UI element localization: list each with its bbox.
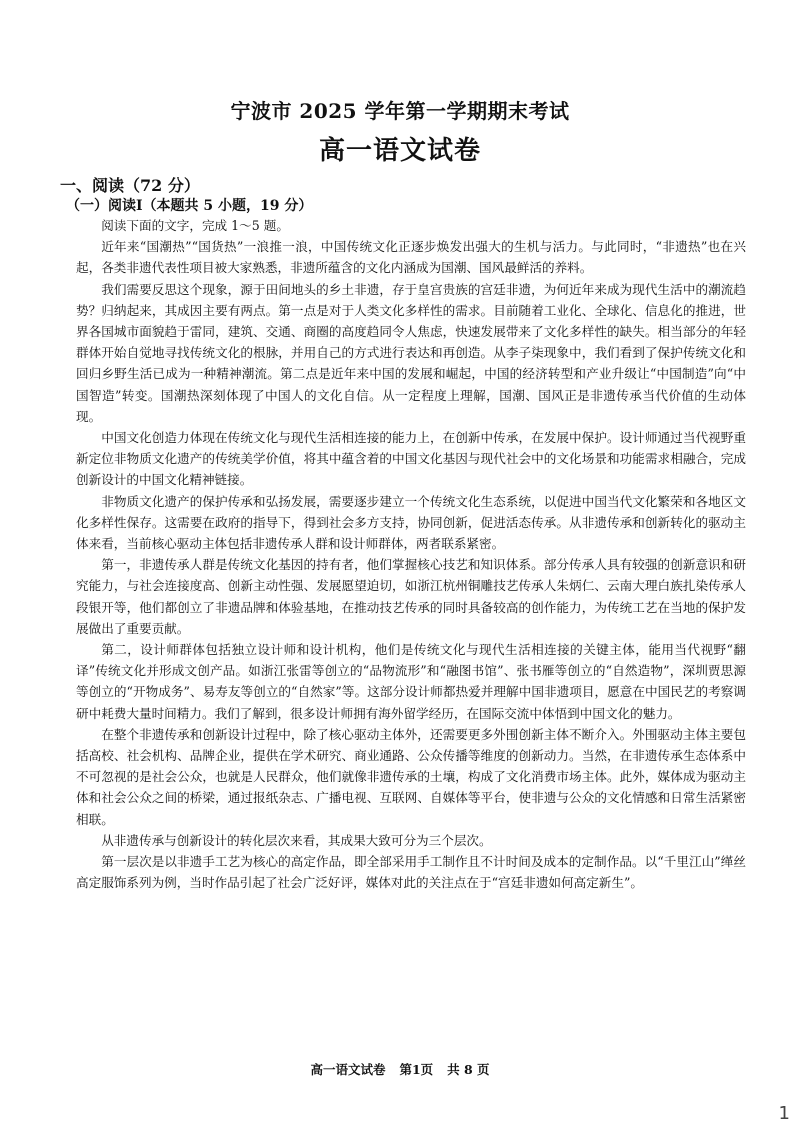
passage-paragraph: 第二，设计师群体包括独立设计师和设计机构，他们是传统文化与现代生活相连接的关键主体，能用当代视野“翻译”传统文化并形成文创产品。如浙江张雷等创立的“品物流形”和“融图书馆”、张书雁等创立的“自然造物”，深圳贾思源等创立的“开物成务”、易寿友等创立的“自然家”等。这部分设计师都热爱并理解中国非遗项目，愿意在中国民艺的考察调研中耗费大量时间精力。我们了解到，很多设计师拥有海外留学经历，在国际交流中体悟到中国文化的魅力。 xyxy=(76,642,746,721)
corner-page-number: 1 xyxy=(778,1103,790,1124)
passage-paragraph: 从非遗传承与创新设计的转化层次来看，其成果大致可分为三个层次。 xyxy=(101,832,492,848)
passage-paragraph: 近年来“国潮热”“国货热”一浪推一浪，中国传统文化正逐步焕发出强大的生机与活力。与此同时，“非遗热”也在兴起，各类非遗代表性项目被大家熟悉，非遗所蕴含的文化内涵成为国潮、国风最鲜活的养料。 xyxy=(76,239,746,276)
footer-exam-name: 高一语文试卷 xyxy=(310,1062,386,1077)
subsection-heading: （一）阅读Ⅰ（本题共 5 小题，19 分） xyxy=(66,198,313,214)
instruction-paragraph: 阅读下面的文字，完成 1～5 题。 xyxy=(101,218,289,233)
reading-passage xyxy=(76,215,746,894)
section-heading: 一、阅读（72 分） xyxy=(60,176,200,195)
passage-paragraph: 第一，非遗传承人群是传统文化基因的持有者，他们掌握核心技艺和知识体系。部分传承人具有较强的创新意识和研究能力，与社会连接度高、创新主动性强、发展愿望迫切，如浙江杭州铜雕技艺传承人朱炳仁、云南大理白族扎染传承人段银开等，他们都创立了非遗品牌和体验基地，在推动技艺传承的同时具备较高的创作能力，为传统工艺在当地的保护发展做出了重要贡献。 xyxy=(76,557,746,636)
exam-subject-title: 高一语文试卷 xyxy=(318,136,481,166)
passage-paragraph: 第一层次是以非遗手工艺为核心的高定作品，即全部采用手工制作且不计时间及成本的定制作品。以“千里江山”缂丝高定服饰系列为例，当时作品引起了社会广泛好评，媒体对此的关注点在于“宫廷非遗如何高定新生”。 xyxy=(76,854,746,891)
page-footer xyxy=(0,1060,800,1078)
footer-page: 第1页 xyxy=(399,1062,434,1077)
passage-paragraph: 我们需要反思这个现象，源于田间地头的乡土非遗，存于皇宫贵族的宫廷非遗，为何近年来成为现代生活中的潮流趋势？归纳起来，其成因主要有两点。第一点是对于人类文化多样性的需求。目前随着工业化、全球化、信息化的推进，世界各国城市面貌趋于雷同，建筑、交通、商圈的高度趋同令人焦虑，快速发展带来了文化多样性的缺失。相当部分的年轻群体开始自觉地寻找传统文化的根脉，并用自己的方式进行表达和再创造。从李子柒现象中，我们看到了保护传统文化和回归乡野生活已成为一种精神潮流。第二点是近年来中国的发展和崛起，中国的经济转型和产业升级让“中国制造”向“中国智造”转变。国潮热深刻体现了中国人的文化自信。从一定程度上理解，国潮、国风正是非遗传承当代价值的生动体现。 xyxy=(76,281,746,424)
footer-total-pages: 共 8 页 xyxy=(447,1062,490,1077)
exam-title: 宁波市 2025 学年第一学期期末考试 xyxy=(230,99,570,123)
passage-paragraph: 中国文化创造力体现在传统文化与现代生活相连接的能力上，在创新中传承，在发展中保护。设计师通过当代视野重新定位非物质文化遗产的传统美学价值，将其中蕴含着的中国文化基因与现代社会中的文化场景和功能需求相融合，完成创新设计的中国文化精神链接。 xyxy=(76,430,746,488)
passage-paragraph: 非物质文化遗产的保护传承和弘扬发展，需要逐步建立一个传统文化生态系统，以促进中国当代文化繁荣和各地区文化多样性保存。这需要在政府的指导下，得到社会多方支持，协同创新，促进活态传承。从非遗传承和创新转化的驱动主体来看，当前核心驱动主体包括非遗传承人群和设计师群体，两者联系紧密。 xyxy=(76,493,746,552)
passage-paragraph: 在整个非遗传承和创新设计过程中，除了核心驱动主体外，还需要更多外围创新主体不断介入。外围驱动主体主要包括高校、社会机构、品牌企业，提供在学术研究、商业通路、公众传播等维度的创新动力。当然，在非遗传承生态体系中不可忽视的是社会公众，也就是人民群众，他们就像非遗传承的土壤，构成了文化消费市场主体。此外，媒体成为驱动主体和社会公众之间的桥梁，通过报纸杂志、广播电视、互联网、自媒体等平台，使非遗与公众的文化情感和日常生活紧密相联。 xyxy=(76,726,746,827)
